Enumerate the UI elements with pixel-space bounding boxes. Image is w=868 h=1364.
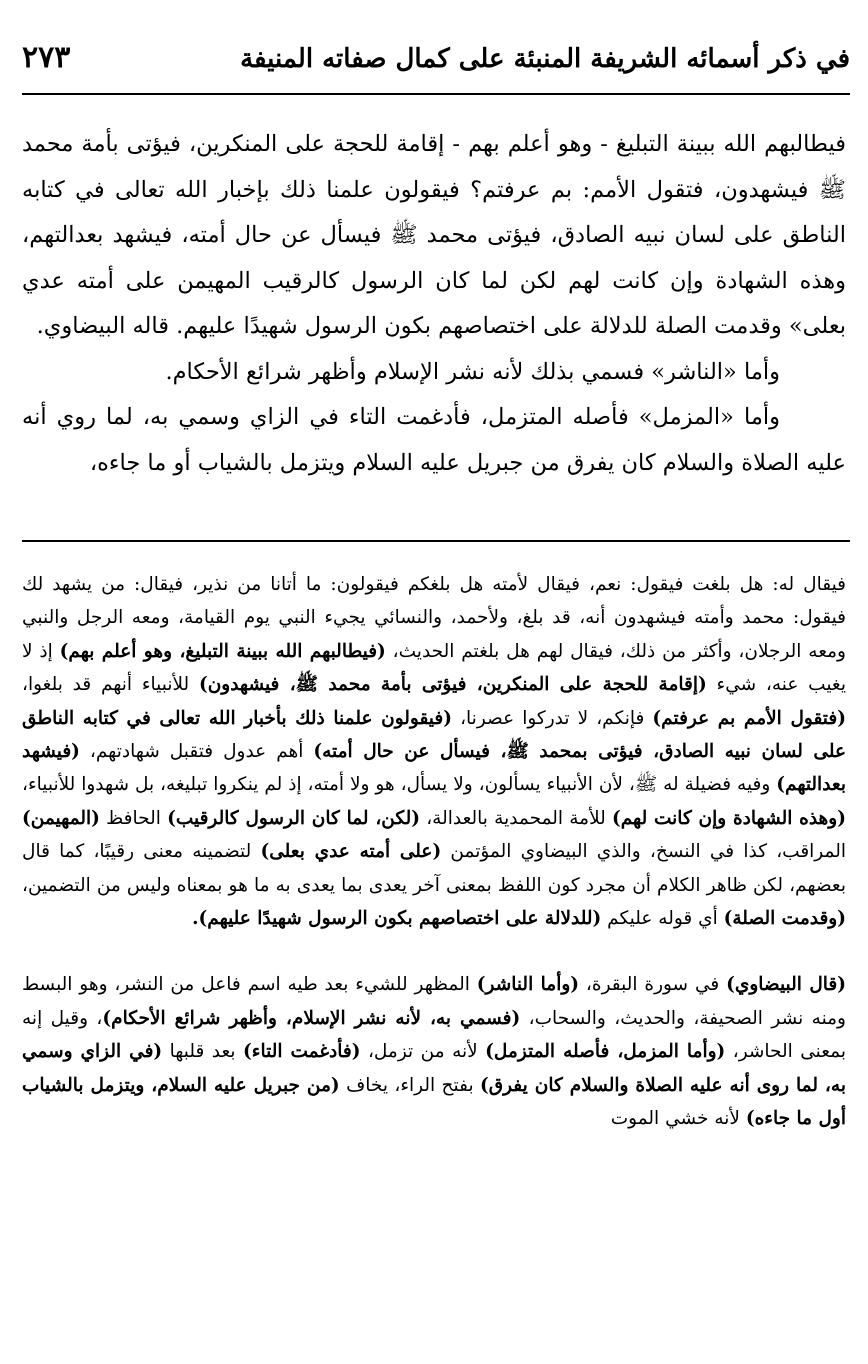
commentary-text: فيقال له: هل بلغت فيقول: نعم، فيقال لأمته هل بلغكم فيقولون: ما أتانا من نذير، فيقال: من يشهد لك فيقول: محمد وأمته فيشهدون أنه، قد بلغ، ولأحمد، والنسائي يجيء النبي يوم القيامة، ومعه الرجل والنبي ومعه الرجلان، وأكثر من ذلك، فيقال لهم هل بلغتم الحديث،: [22, 574, 846, 662]
header-divider: [22, 93, 850, 95]
commentary-text: للأنبياء أنهم قد بلغوا،: [22, 674, 199, 696]
text-divider: [22, 540, 850, 542]
commentary-text: إذ لا يغيب عنه، شيء: [22, 640, 846, 696]
commentary-text: فإنكم، لا تدركوا عصرنا،: [452, 707, 653, 729]
commentary-block: [22, 568, 846, 1136]
commentary-text: في سورة البقرة،: [579, 974, 727, 996]
quoted-text: (للدلالة على اختصاصهم بكون الرسول شهيدًا عليهم).: [192, 908, 602, 930]
commentary-text: بفتح الراء، يخاف: [339, 1074, 480, 1096]
commentary-text: لأنه من تزمل،: [360, 1041, 486, 1063]
commentary-text: أي قوله عليكم: [601, 908, 724, 930]
quoted-text: (فيطالبهم الله ببينة التبليغ، وهو أعلم بهم): [59, 640, 386, 662]
commentary-paragraph: [22, 968, 846, 1135]
quoted-text: (فأدغمت التاء): [243, 1041, 361, 1063]
commentary-text: ، وقيل إنه بمعنى الحاشر،: [22, 1007, 846, 1063]
running-header: [22, 36, 850, 86]
commentary-text: أهم عدول فتقبل شهادتهم،: [79, 741, 314, 763]
commentary-paragraph: [22, 568, 846, 935]
quoted-text: (على أمته عدي بعلى): [260, 841, 442, 863]
main-paragraph: وأما «الناشر» فسمي بذلك لأنه نشر الإسلام وأظهر شرائع الأحكام.: [165, 358, 780, 385]
quoted-text: (وأما الناشر): [476, 974, 580, 996]
main-paragraph: وأما «المزمل» فأصله المتزمل، فأدغمت التاء في الزاي وسمي به، لما روي أنه عليه الصلاة والسلام كان يفرق من جبريل عليه السلام ويتزمل بالشياب أو ما جاءه،: [22, 404, 846, 476]
quoted-text: (وهذه الشهادة وإن كانت لهم): [611, 807, 846, 829]
commentary-text: المراقب، كذا في النسخ، والذي البيضاوي المؤتمن: [441, 841, 846, 863]
commentary-text: المظهر للشيء بعد طيه اسم فاعل من النشر، وهو البسط ومنه نشر الصحيفة، والحديث، والسحاب،: [22, 974, 846, 1029]
commentary-text: بعد قلبها: [162, 1041, 244, 1063]
quoted-text: (إقامة للحجة على المنكرين، فيؤتى بأمة محمد ﷺ، فيشهدون): [198, 674, 707, 696]
quoted-text: (من جبريل عليه السلام، ويتزمل بالشياب أول ما جاءه): [22, 1074, 846, 1130]
quoted-text: (فسمي به، لأنه نشر الإسلام، وأظهر شرائع الأحكام): [102, 1007, 521, 1029]
main-paragraph: فيطالبهم الله ببينة التبليغ - وهو أعلم بهم - إقامة للحجة على المنكرين، فيؤتى بأمة محمد ﷺ فيشهدون، فتقول الأمم: بم عرفتم؟ فيقولون علمنا ذلك بإخبار الله تعالى في كتابه الناطق على لسان نبيه الصادق، فيؤتى محمد ﷺ فيسأل عن حال أمته، فيشهد بعدالتهم، وهذه الشهادة وإن كانت لهم لكن لما كان الرسول كالرقيب المهيمن على أمته عدي بعلى» وقدمت الصلة للدلالة على اختصاصهم بكون الرسول شهيدًا عليهم. قاله البيضاوي.: [22, 131, 846, 339]
quoted-text: (لكن، لما كان الرسول كالرقيب): [167, 807, 420, 829]
header-title: في ذكر أسمائه الشريفة المنبئة على كمال صفاته المنيفة: [240, 44, 850, 74]
quoted-text: (في الزاي وسمي به، لما روى أنه عليه الصلاة والسلام كان يفرق): [22, 1041, 846, 1096]
commentary-text: للأمة المحمدية بالعدالة،: [419, 807, 612, 829]
quoted-text: (فيقولون علمنا ذلك بأخبار الله تعالى في كتابه الناطق على لسان نبيه الصادق، فيؤتى بمحمد ﷺ، فيسأل عن حال أمته): [22, 707, 846, 763]
quoted-text: (وأما المزمل، فأصله المتزمل): [485, 1041, 726, 1063]
quoted-text: (فتقول الأمم بم عرفتم): [652, 707, 846, 729]
page-number: ٢٧٣: [22, 40, 71, 75]
quoted-text: (وقدمت الصلة): [723, 908, 846, 930]
quoted-text: (المهيمن): [22, 807, 100, 829]
commentary-text: الحافظ: [99, 807, 168, 829]
commentary-text: لتضمينه معنى رقيبًا، كما قال بعضهم، لكن ظاهر الكلام أن مجرد كون اللفظ بمعنى آخر يعدى بما يعدى به ما هو بمعناه وليس من التضمين،: [22, 841, 846, 896]
quoted-text: (فيشهد بعدالتهم): [22, 741, 846, 796]
main-text-block: [22, 122, 846, 486]
commentary-text: لأنه خشي الموت: [610, 1108, 746, 1130]
commentary-text: وفيه فضيلة له ﷺ، لأن الأنبياء يسألون، ولا يسأل، هو ولا أمته، إذ لم ينكروا تبليغه، بل شهدوا للأنبياء،: [22, 774, 777, 796]
quoted-text: (قال البيضاوي): [726, 974, 846, 996]
